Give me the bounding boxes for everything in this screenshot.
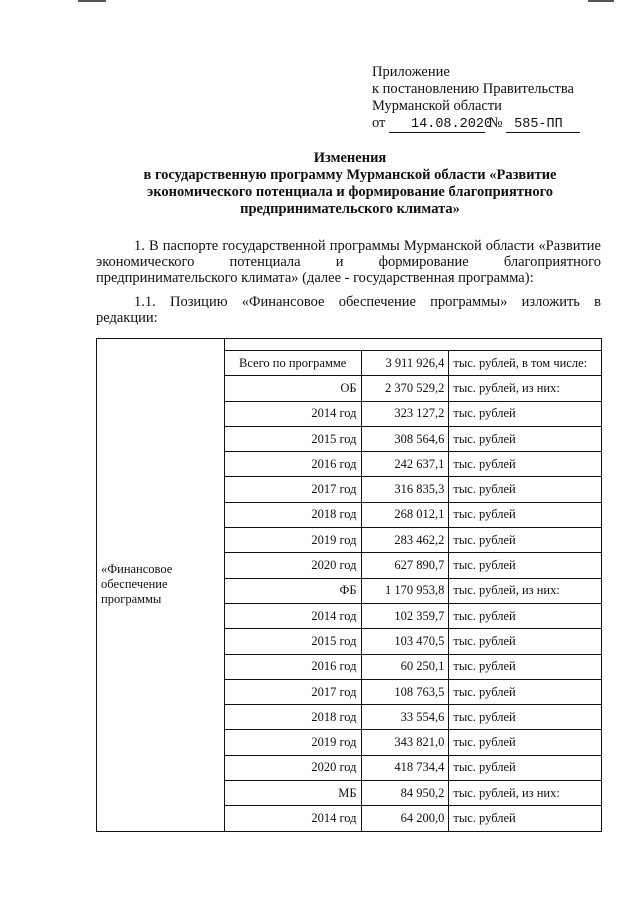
approval-number: 585-ПП bbox=[506, 118, 580, 133]
row-unit: тыс. рублей bbox=[449, 654, 602, 679]
row-label: МБ bbox=[224, 781, 361, 806]
row-unit: тыс. рублей bbox=[449, 452, 602, 477]
row-unit: тыс. рублей bbox=[449, 679, 602, 704]
row-label: 2018 год bbox=[224, 705, 361, 730]
row-unit: тыс. рублей bbox=[449, 730, 602, 755]
row-value: 627 890,7 bbox=[361, 553, 449, 578]
row-label: 2016 год bbox=[224, 452, 361, 477]
row-label: 2017 год bbox=[224, 679, 361, 704]
heading-line-2: в государственную программу Мурманской области «Развитие bbox=[143, 167, 557, 183]
row-unit: тыс. рублей bbox=[449, 528, 602, 553]
row-value: 316 835,3 bbox=[361, 477, 449, 502]
paragraph-1-1: 1.1. Позицию «Финансовое обеспечение программы» изложить в редакции: bbox=[96, 294, 601, 326]
number-prefix: № bbox=[488, 115, 503, 131]
row-value: 64 200,0 bbox=[361, 806, 449, 831]
scan-edge-mark-right bbox=[588, 0, 614, 2]
row-unit: тыс. рублей bbox=[449, 755, 602, 780]
row-value: 84 950,2 bbox=[361, 781, 449, 806]
date-prefix: от bbox=[372, 115, 386, 131]
approval-date: 14.08.2020 bbox=[389, 118, 485, 133]
row-unit: тыс. рублей bbox=[449, 806, 602, 831]
financing-position-label: «Финансовое обеспечение программы bbox=[97, 339, 225, 832]
row-label: 2015 год bbox=[224, 426, 361, 451]
row-label: 2017 год bbox=[224, 477, 361, 502]
row-value: 2 370 529,2 bbox=[361, 376, 449, 401]
row-unit: тыс. рублей bbox=[449, 477, 602, 502]
row-label: 2014 год bbox=[224, 603, 361, 628]
heading-line-1: Изменения bbox=[313, 150, 387, 166]
row-value: 343 821,0 bbox=[361, 730, 449, 755]
row-value: 418 734,4 bbox=[361, 755, 449, 780]
row-unit: тыс. рублей bbox=[449, 705, 602, 730]
row-unit: тыс. рублей bbox=[449, 629, 602, 654]
heading-line-3: экономического потенциала и формирование благоприятного bbox=[146, 184, 554, 200]
row-value: 283 462,2 bbox=[361, 528, 449, 553]
approval-line-3: Мурманской области bbox=[372, 98, 502, 114]
row-value: 323 127,2 bbox=[361, 401, 449, 426]
row-value: 102 359,7 bbox=[361, 603, 449, 628]
row-unit: тыс. рублей bbox=[449, 426, 602, 451]
row-label: 2019 год bbox=[224, 528, 361, 553]
row-unit: тыс. рублей bbox=[449, 401, 602, 426]
row-unit: тыс. рублей bbox=[449, 502, 602, 527]
row-unit: тыс. рублей bbox=[449, 553, 602, 578]
row-label: ОБ bbox=[224, 376, 361, 401]
row-value: 60 250,1 bbox=[361, 654, 449, 679]
document-heading bbox=[100, 150, 600, 218]
row-label: 2015 год bbox=[224, 629, 361, 654]
row-value: 268 012,1 bbox=[361, 502, 449, 527]
row-unit: тыс. рублей, из них: bbox=[449, 781, 602, 806]
approval-date-line bbox=[372, 115, 622, 133]
row-label: 2020 год bbox=[224, 755, 361, 780]
row-label: Всего по программе bbox=[224, 351, 361, 376]
row-unit: тыс. рублей, из них: bbox=[449, 376, 602, 401]
row-value: 33 554,6 bbox=[361, 705, 449, 730]
table-top-spacer bbox=[224, 339, 601, 351]
row-value: 308 564,6 bbox=[361, 426, 449, 451]
paragraph-1: 1. В паспорте государственной программы Мурманской области «Развитие экономического потенциала и формирование благоприятного предпринимательского климата» (далее - государственная программа): bbox=[96, 238, 601, 286]
financing-table bbox=[96, 338, 602, 832]
approval-block bbox=[372, 64, 622, 133]
row-value: 3 911 926,4 bbox=[361, 351, 449, 376]
row-value: 108 763,5 bbox=[361, 679, 449, 704]
row-value: 242 637,1 bbox=[361, 452, 449, 477]
row-unit: тыс. рублей, в том числе: bbox=[449, 351, 602, 376]
row-label: 2020 год bbox=[224, 553, 361, 578]
row-value: 103 470,5 bbox=[361, 629, 449, 654]
row-unit: тыс. рублей bbox=[449, 603, 602, 628]
row-label: 2019 год bbox=[224, 730, 361, 755]
row-label: 2018 год bbox=[224, 502, 361, 527]
approval-line-1: Приложение bbox=[372, 64, 450, 80]
heading-line-4: предпринимательского климата» bbox=[240, 201, 460, 217]
scan-edge-mark-left bbox=[78, 0, 106, 2]
row-label: 2014 год bbox=[224, 806, 361, 831]
row-label: 2016 год bbox=[224, 654, 361, 679]
row-unit: тыс. рублей, из них: bbox=[449, 578, 602, 603]
row-label: ФБ bbox=[224, 578, 361, 603]
row-value: 1 170 953,8 bbox=[361, 578, 449, 603]
approval-line-2: к постановлению Правительства bbox=[372, 81, 574, 97]
row-label: 2014 год bbox=[224, 401, 361, 426]
